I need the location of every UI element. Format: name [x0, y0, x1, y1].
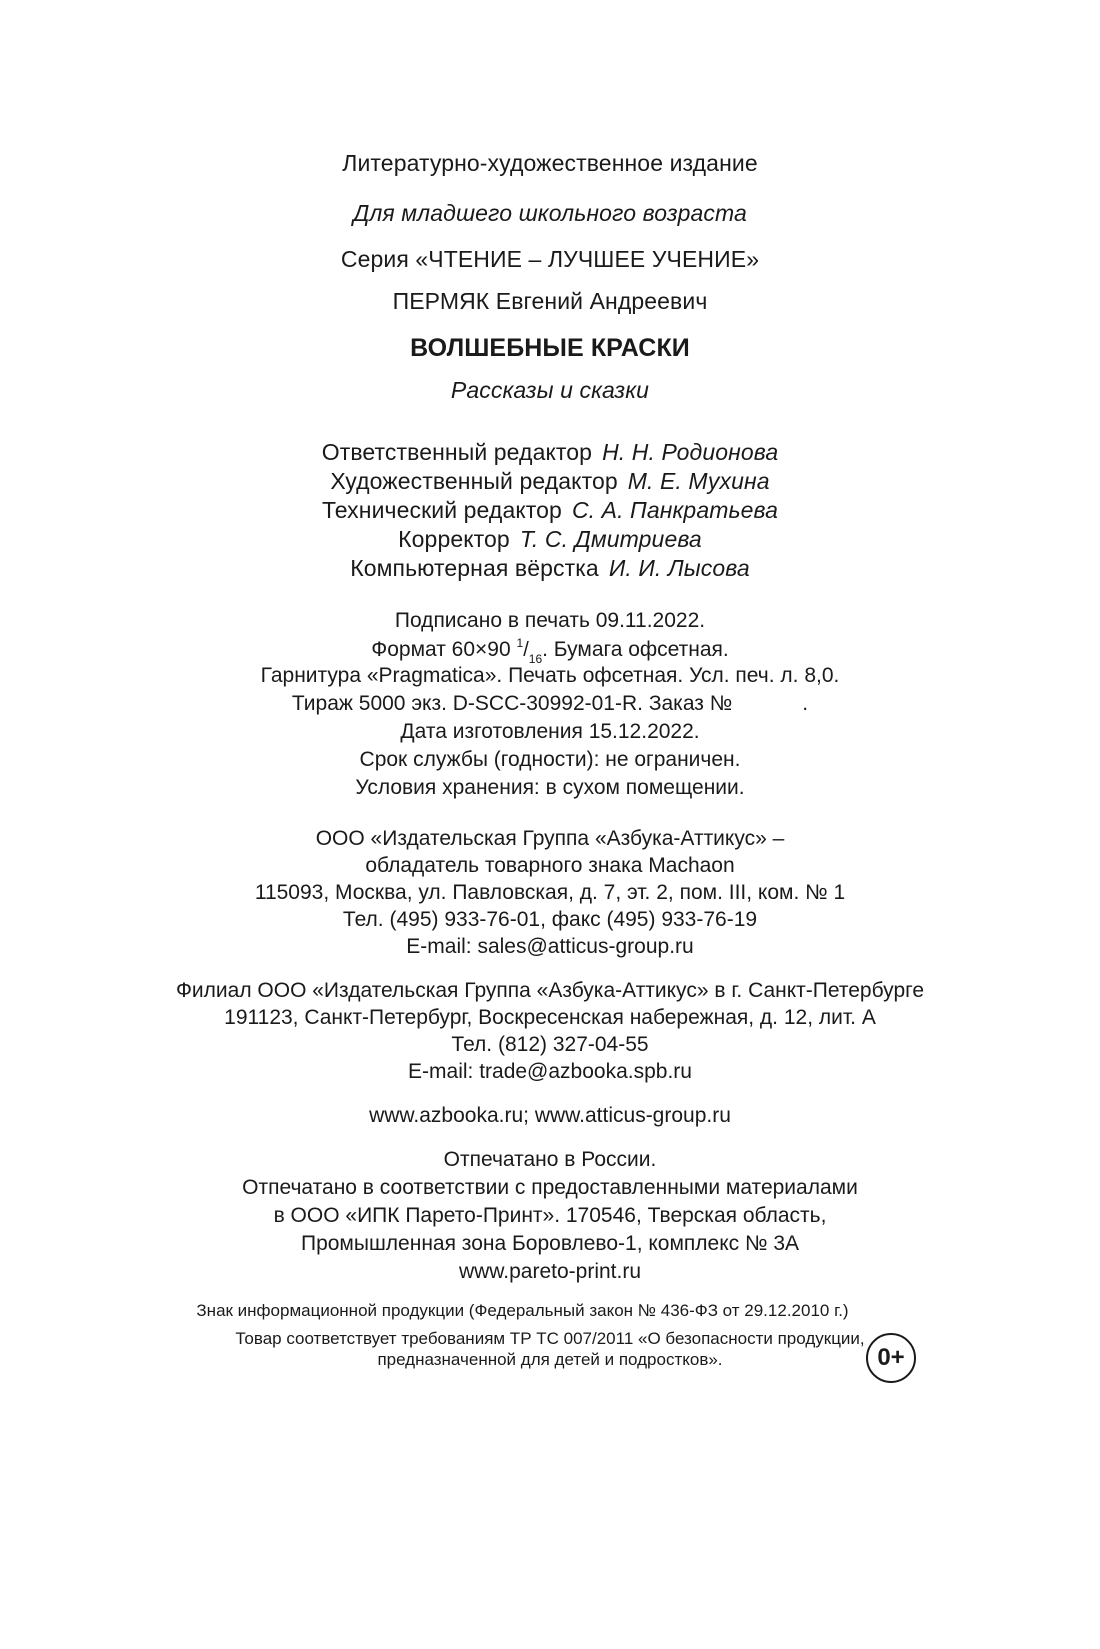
branch-phone: Тел. (812) 327-04-55	[451, 1033, 649, 1056]
credit-line	[0, 555, 1100, 582]
series: Серия «ЧТЕНИЕ – ЛУЧШЕЕ УЧЕНИЕ»	[340, 246, 760, 272]
credit-role: Технический редактор	[321, 497, 562, 523]
credit-role: Корректор	[398, 526, 510, 552]
info-sign-note: Знак информационной продукции (Федеральный закон № 436-ФЗ от 29.12.2010 г.)	[196, 1301, 849, 1320]
credit-role: Компьютерная вёрстка	[350, 555, 599, 581]
credit-line	[0, 439, 1100, 466]
storage-conditions: Условия хранения: в сухом помещении.	[355, 776, 745, 799]
format-prefix: Формат 60×90	[371, 638, 511, 661]
format-numerator: 1	[516, 636, 524, 650]
credit-name: Т. С. Дмитриева	[519, 526, 702, 552]
run-text: Тираж 5000 экз. D-SCC-30992-01-R. Заказ №	[291, 692, 733, 715]
book-title: ВОЛШЕБНЫЕ КРАСКИ	[410, 334, 690, 362]
publisher-name: ООО «Издательская Группа «Азбука-Аттикус» –	[315, 827, 785, 850]
printed-in: Отпечатано в России.	[443, 1148, 657, 1171]
compliance-line-1: Товар соответствует требованиям ТР ТС 007/2011 «О безопасности продукции,	[235, 1329, 865, 1348]
branch-email: E-mail: trade@azbooka.spb.ru	[408, 1060, 692, 1083]
printer-address: Промышленная зона Боровлево-1, комплекс № 3А	[300, 1232, 800, 1255]
credit-line	[0, 497, 1100, 524]
printer-name: в ООО «ИПК Парето-Принт». 170546, Тверская область,	[273, 1204, 827, 1227]
format-denominator: 16	[528, 652, 543, 666]
publisher-email: E-mail: sales@atticus-group.ru	[406, 935, 694, 958]
shelf-life: Срок службы (годности): не ограничен.	[359, 748, 741, 771]
credit-name: Н. Н. Родионова	[602, 439, 779, 465]
format-line	[0, 636, 1100, 666]
websites: www.azbooka.ru; www.atticus-group.ru	[369, 1104, 731, 1127]
publisher-phone: Тел. (495) 933-76-01, факс (495) 933-76-19	[342, 908, 758, 931]
signed-date: Подписано в печать 09.11.2022.	[394, 609, 706, 632]
credit-role: Ответственный редактор	[321, 439, 593, 465]
printed-per-materials: Отпечатано в соответствии с предоставленными материалами	[242, 1176, 858, 1199]
run-line	[0, 692, 1100, 716]
credit-role: Художественный редактор	[330, 468, 618, 494]
credit-name: М. Е. Мухина	[627, 468, 770, 494]
manufacture-date: Дата изготовления 15.12.2022.	[400, 720, 700, 743]
branch-name: Филиал ООО «Издательская Группа «Азбука-Аттикус» в г. Санкт-Петербурге	[175, 979, 925, 1002]
format-slash: /	[523, 639, 529, 661]
credit-name: И. И. Лысова	[608, 555, 750, 581]
age-rating-badge: 0+	[866, 1333, 916, 1383]
format-suffix: . Бумага офсетная.	[542, 638, 729, 661]
printer-website: www.pareto-print.ru	[458, 1260, 642, 1283]
branch-address: 191123, Санкт-Петербург, Воскресенская набережная, д. 12, лит. А	[224, 1006, 876, 1029]
credit-line	[0, 468, 1100, 495]
author: ПЕРМЯК Евгений Андреевич	[392, 288, 708, 314]
book-subtitle: Рассказы и сказки	[450, 377, 650, 403]
publisher-address: 115093, Москва, ул. Павловская, д. 7, эт. 2, пом. III, ком. № 1	[254, 881, 846, 904]
edition-type: Литературно-художественное издание	[342, 150, 758, 176]
publisher-trademark: обладатель товарного знака Machaon	[365, 854, 735, 877]
compliance-line-2: предназначенной для детей и подростков».	[377, 1350, 723, 1369]
audience: Для младшего школьного возраста	[353, 200, 747, 226]
credit-name: С. А. Панкратьева	[571, 497, 779, 523]
credit-line	[0, 526, 1100, 553]
run-end: .	[802, 692, 809, 715]
typeface-line: Гарнитура «Pragmatica». Печать офсетная. Усл. печ. л. 8,0.	[260, 664, 840, 687]
